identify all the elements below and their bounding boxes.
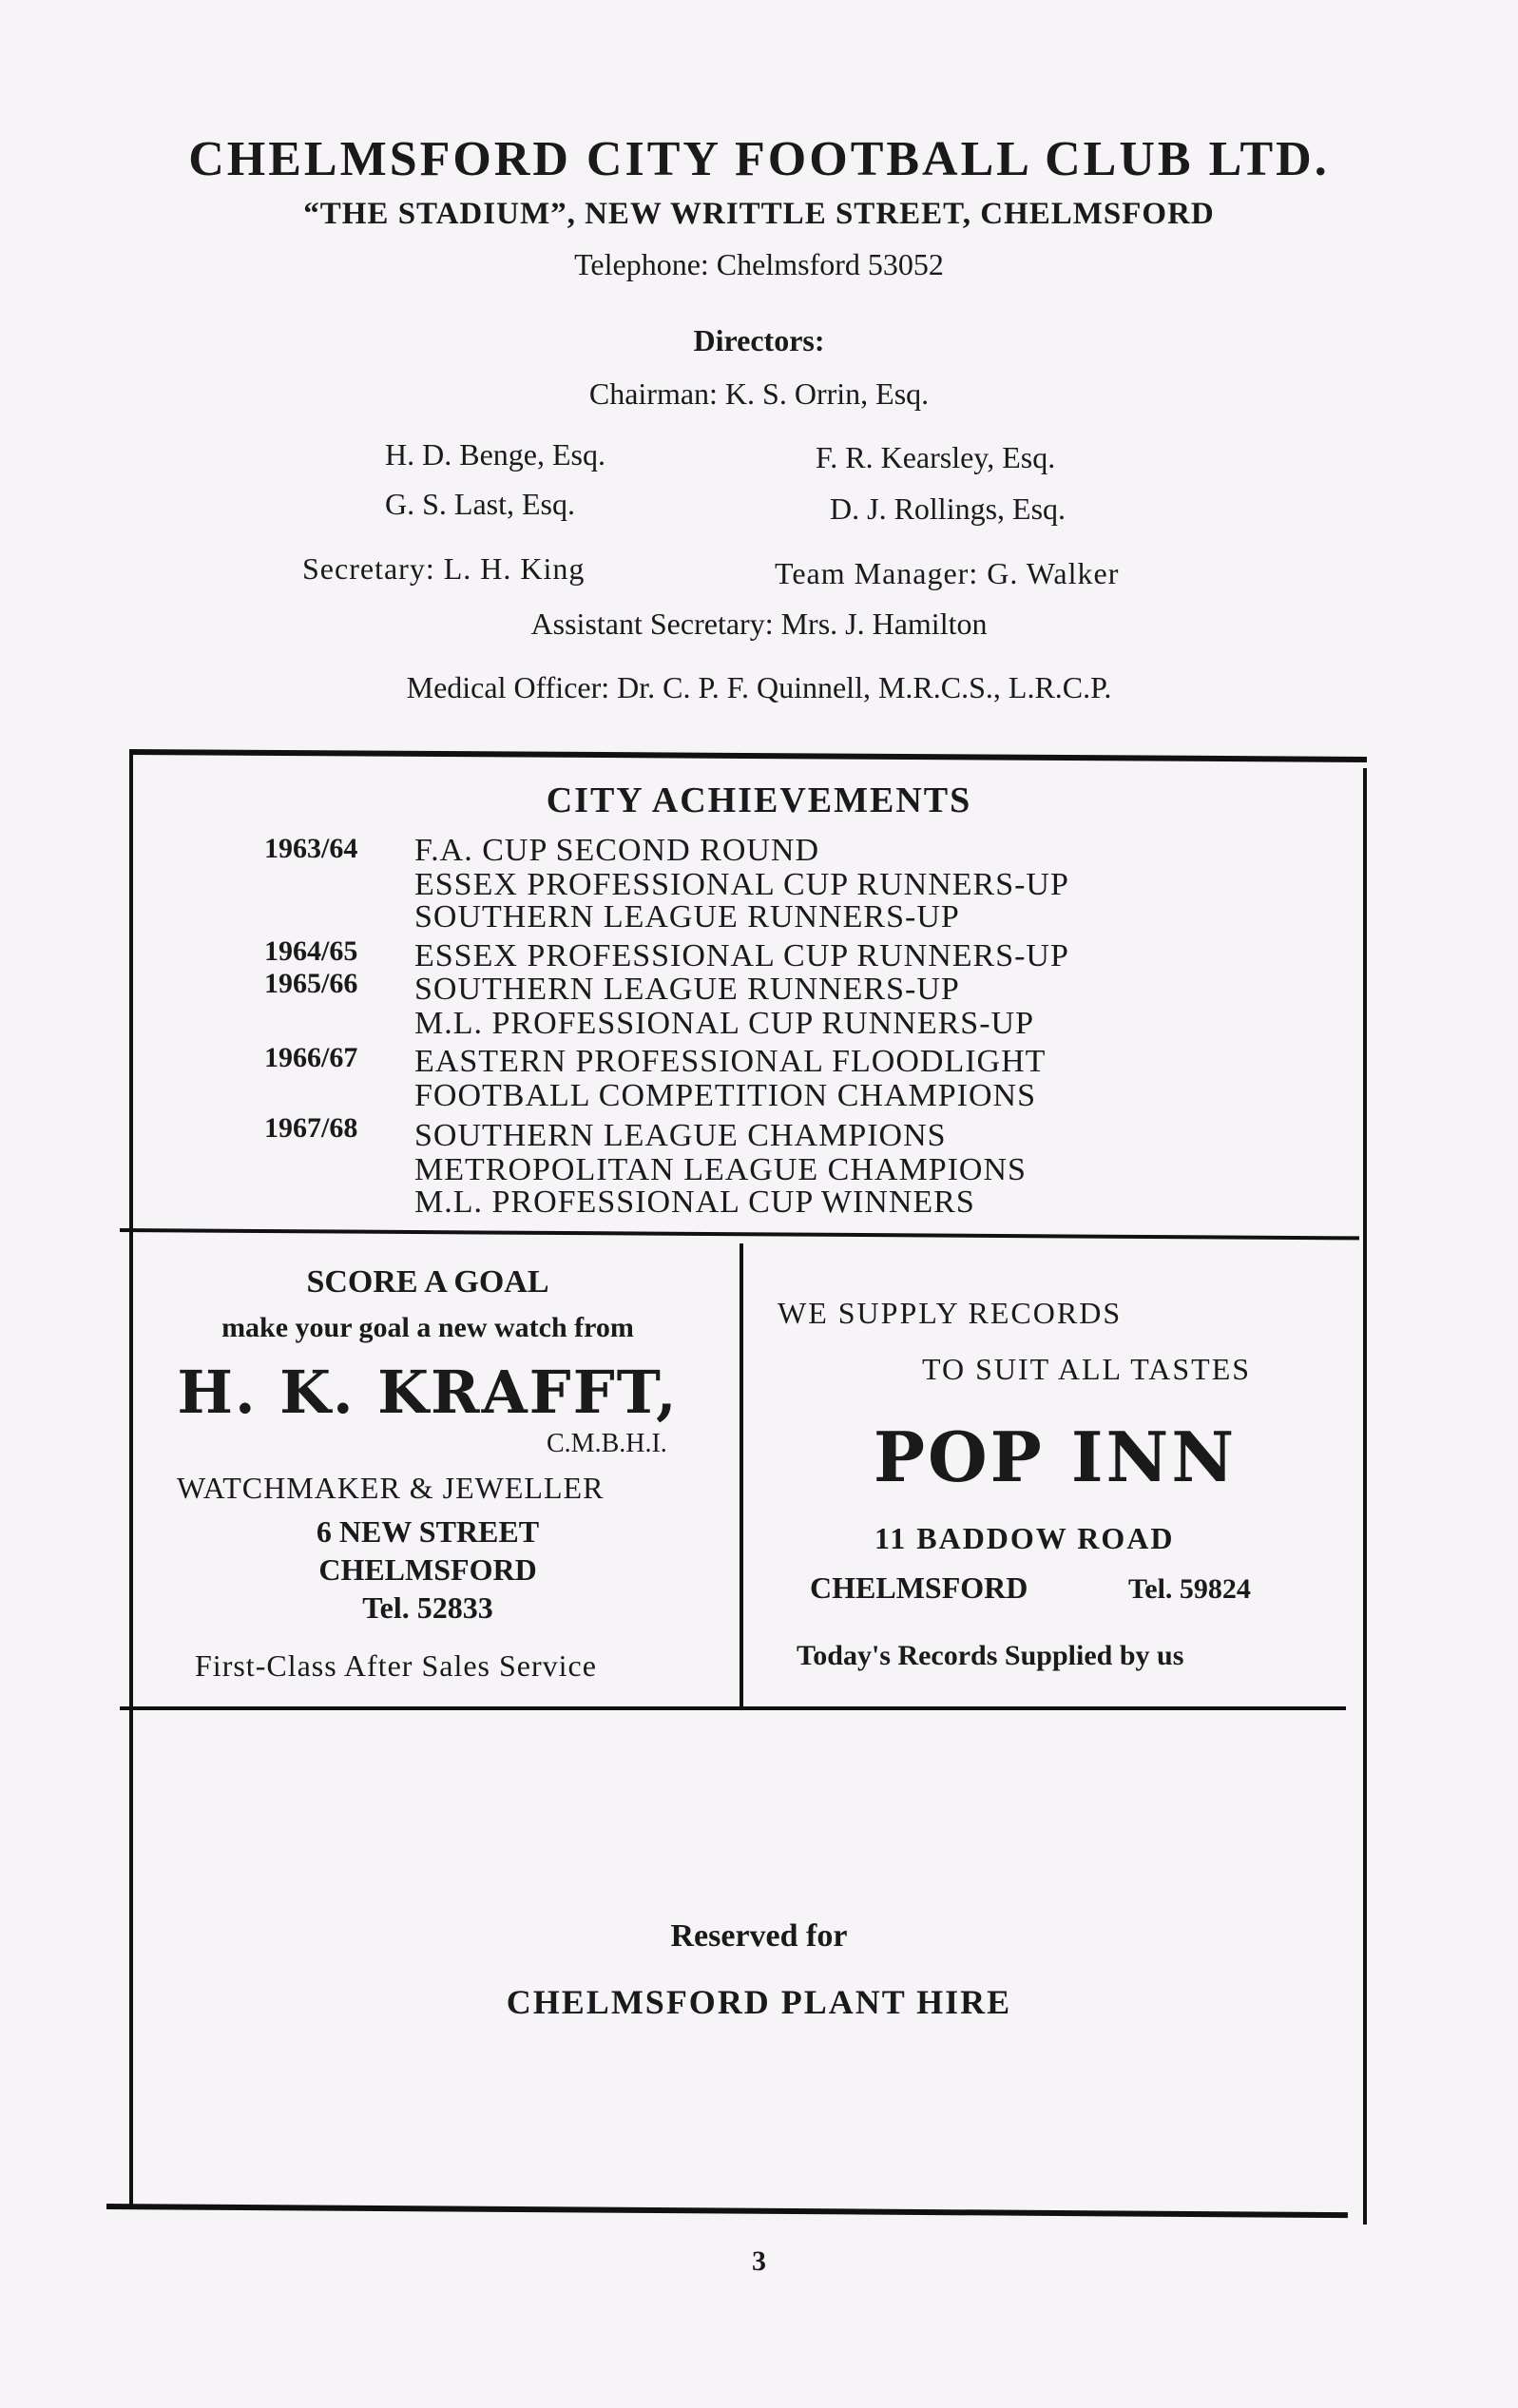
achievement-line: EASTERN PROFESSIONAL FLOODLIGHT [414,1044,1047,1079]
assistant-secretary: Assistant Secretary: Mrs. J. Hamilton [530,607,988,641]
divider-ads [120,1706,1346,1710]
director: H. D. Benge, Esq. [385,437,605,472]
achievement-line: M.L. PROFESSIONAL CUP WINNERS [414,1185,975,1220]
achievement-line: F.A. CUP SECOND ROUND [414,833,820,868]
achievements-title: CITY ACHIEVEMENTS [546,780,972,820]
reserved-label: Reserved for [670,1918,848,1954]
popinn-name: POP INN [873,1416,1238,1497]
popinn-footer: Today's Records Supplied by us [797,1640,1184,1671]
krafft-qualification: C.M.B.H.I. [547,1429,667,1458]
divider-achievements [120,1228,1359,1240]
season-year: 1967/68 [264,1112,358,1144]
director: G. S. Last, Esq. [385,487,575,521]
popinn-street: 11 BADDOW ROAD [874,1521,1175,1555]
club-telephone: Telephone: Chelmsford 53052 [574,247,944,281]
krafft-name: H. K. KRAFFT, [177,1358,679,1427]
director: D. J. Rollings, Esq. [830,491,1066,526]
krafft-headline: SCORE A GOAL [306,1264,549,1300]
season-year: 1964/65 [264,935,358,967]
popinn-town: CHELMSFORD [810,1570,1028,1605]
medical-officer: Medical Officer: Dr. C. P. F. Quinnell, M.R.C.S., L.R.C.P. [406,670,1112,704]
secretary: Secretary: L. H. King [302,551,586,586]
season-year: 1965/66 [264,968,358,999]
popinn-telephone: Tel. 59824 [1128,1573,1251,1605]
krafft-tagline: make your goal a new watch from [221,1312,634,1343]
season-year: 1966/67 [264,1042,358,1073]
directors-heading: Directors: [693,323,825,357]
achievement-line: M.L. PROFESSIONAL CUP RUNNERS-UP [414,1006,1034,1041]
achievement-line: ESSEX PROFESSIONAL CUP RUNNERS-UP [414,938,1069,973]
popinn-line2: TO SUIT ALL TASTES [922,1352,1252,1386]
krafft-telephone: Tel. 52833 [362,1590,493,1625]
krafft-service: First-Class After Sales Service [195,1648,597,1683]
reserved-advertiser: CHELMSFORD PLANT HIRE [506,1983,1012,2021]
page-number: 3 [752,2245,766,2277]
achievement-line: SOUTHERN LEAGUE RUNNERS-UP [414,972,960,1007]
popinn-line1: WE SUPPLY RECORDS [778,1296,1123,1330]
box-bottom-rule [106,2204,1348,2218]
krafft-trade: WATCHMAKER & JEWELLER [177,1471,605,1505]
achievement-line: SOUTHERN LEAGUE CHAMPIONS [414,1118,947,1153]
achievement-line: SOUTHERN LEAGUE RUNNERS-UP [414,899,960,934]
chairman: Chairman: K. S. Orrin, Esq. [588,376,930,411]
club-name: CHELMSFORD CITY FOOTBALL CLUB LTD. [188,132,1330,186]
krafft-town: CHELMSFORD [318,1552,537,1587]
achievement-line: METROPOLITAN LEAGUE CHAMPIONS [414,1152,1027,1187]
club-address: “THE STADIUM”, NEW WRITTLE STREET, CHELMSFORD [303,197,1215,231]
achievement-line: ESSEX PROFESSIONAL CUP RUNNERS-UP [414,867,1069,902]
season-year: 1963/64 [264,833,358,864]
box-top-rule [129,749,1367,762]
team-manager: Team Manager: G. Walker [775,556,1120,590]
krafft-street: 6 NEW STREET [316,1514,540,1549]
director: F. R. Kearsley, Esq. [816,440,1056,474]
achievement-line: FOOTBALL COMPETITION CHAMPIONS [414,1078,1036,1113]
